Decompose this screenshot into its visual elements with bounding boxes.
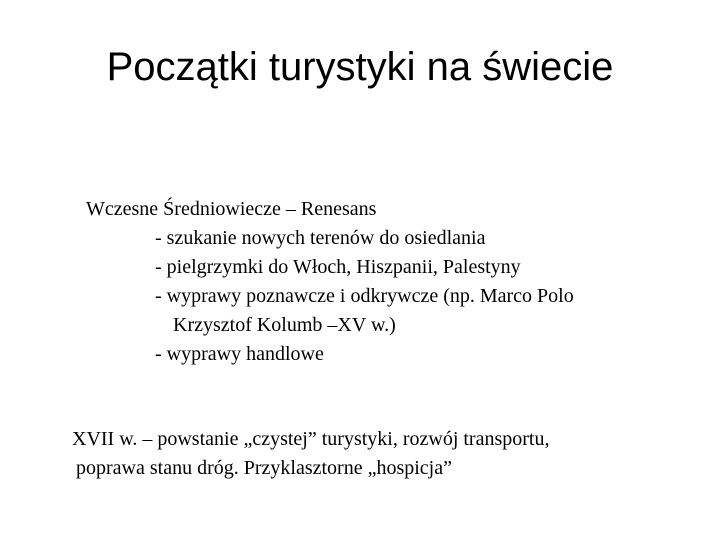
list-item: - wyprawy poznawcze i odkrywcze (np. Marco Polo — [155, 285, 574, 307]
paragraph-line: poprawa stanu dróg. Przyklasztorne „hospicja” — [76, 457, 452, 479]
section-medieval-renaissance — [86, 195, 574, 369]
list-item-continuation: Krzysztof Kolumb –XV w.) — [173, 314, 396, 336]
list-item: - wyprawy handlowe — [155, 343, 324, 365]
list-item: - pielgrzymki do Włoch, Hiszpanii, Palestyny — [155, 256, 521, 278]
list-item: - szukanie nowych terenów do osiedlania — [155, 227, 486, 249]
slide-title: Początki turystyki na świecie — [106, 45, 614, 89]
section-xvii-century — [72, 425, 549, 483]
paragraph-line: XVII w. – powstanie „czystej” turystyki, rozwój transportu, — [72, 428, 550, 450]
section-heading: Wczesne Średniowiecze – Renesans — [86, 198, 377, 220]
